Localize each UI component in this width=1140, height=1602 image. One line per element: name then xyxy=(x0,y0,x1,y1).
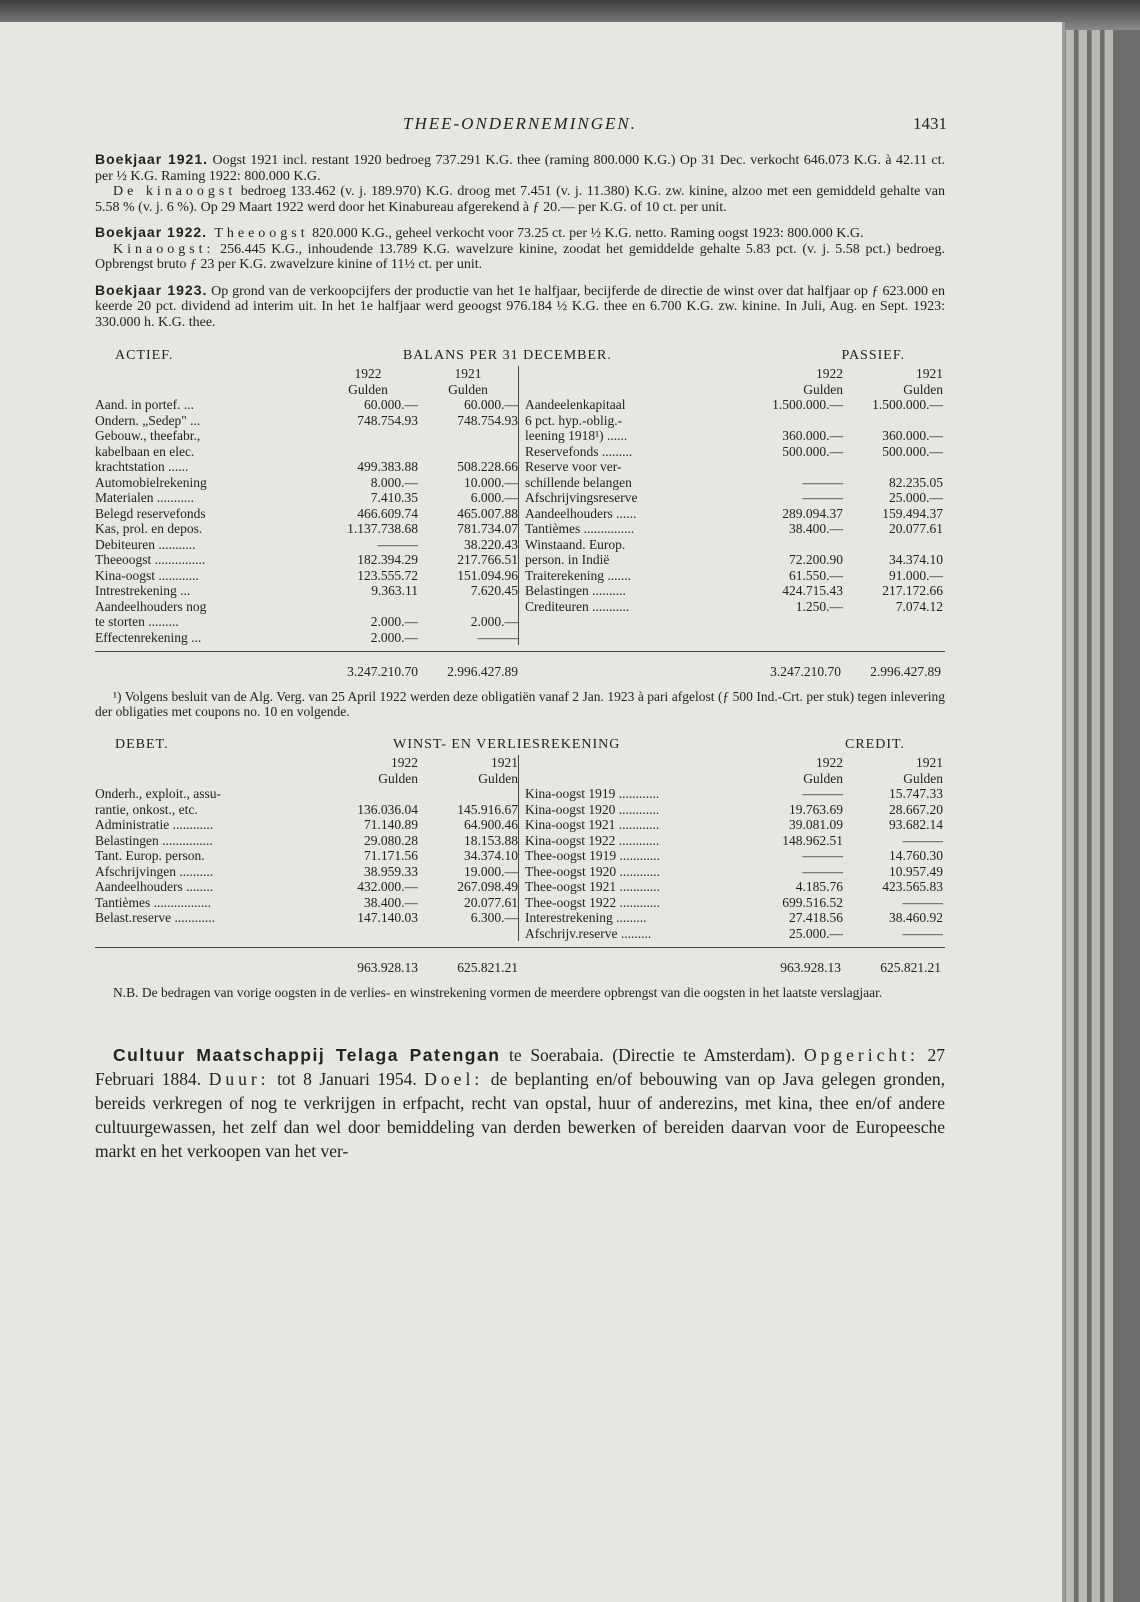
value-1922: 699.516.52 xyxy=(782,894,843,910)
value-1921: 6.300.— xyxy=(470,910,518,925)
value-1922: 148.962.51 xyxy=(782,832,843,848)
debet-row xyxy=(95,802,518,818)
row-label xyxy=(525,755,743,771)
row-label: Thee-oogst 1921 ............ xyxy=(525,879,660,894)
value-1922 xyxy=(743,459,843,475)
actief-row xyxy=(95,614,518,630)
doel-label: Doel: xyxy=(424,1068,484,1089)
actief-row xyxy=(95,583,518,599)
credit-rows xyxy=(525,755,943,941)
row-label: Aandeelhouders ........ xyxy=(95,879,214,894)
value-1921 xyxy=(418,428,518,444)
passief-row xyxy=(525,366,943,382)
value-1922: 424.715.43 xyxy=(782,583,843,598)
value-1922: 71.171.56 xyxy=(364,848,418,863)
credit-heading: CREDIT. xyxy=(844,737,905,752)
value-1921: 1.500.000.— xyxy=(872,397,943,412)
debet-row xyxy=(95,910,518,926)
row-label: Winstaand. Europ. xyxy=(525,536,626,552)
value-1922: 289.094.37 xyxy=(782,505,843,521)
row-label xyxy=(95,771,318,787)
page-stack-edge xyxy=(1078,30,1087,1602)
debet-row xyxy=(95,786,518,802)
winst-total-1921: 625.821.21 xyxy=(880,960,941,975)
balans-total-1921: 2.996.427.89 xyxy=(447,664,518,679)
value-1921: 38.460.92 xyxy=(889,910,943,925)
value-1922 xyxy=(318,786,418,802)
value-1922: 71.140.89 xyxy=(364,817,418,832)
value-1921: 508.228.66 xyxy=(457,459,518,474)
value-1921: 781.734.07 xyxy=(457,521,518,536)
credit-column xyxy=(518,755,943,941)
value-1921: 7.620.45 xyxy=(470,583,518,598)
row-label: Tant. Europ. person. xyxy=(95,848,205,863)
row-label: Effectenrekening ... xyxy=(95,629,202,645)
balans-table xyxy=(95,366,945,645)
winst-title: WINST- EN VERLIESREKENING xyxy=(393,737,621,752)
row-label: Intrestrekening ... xyxy=(95,583,191,598)
passief-row xyxy=(525,568,943,584)
value-1921: 217.172.66 xyxy=(882,583,943,598)
value-1921: 6.000.— xyxy=(470,490,518,505)
value-1922: 72.200.90 xyxy=(789,552,843,567)
balans-title: BALANS PER 31 DECEMBER. xyxy=(402,348,612,363)
passief-row xyxy=(525,506,943,522)
value-1921: 217.766.51 xyxy=(457,552,518,567)
actief-row xyxy=(95,397,518,413)
row-label: schillende belangen xyxy=(525,474,632,490)
value-1921: 19.000.— xyxy=(464,863,518,879)
actief-row xyxy=(95,428,518,444)
value-1921 xyxy=(843,537,943,553)
value-1921 xyxy=(843,413,943,429)
value-1922: 1922 xyxy=(391,755,418,770)
balans-total-1921: 2.996.427.89 xyxy=(870,664,941,679)
value-1922: 1.250.— xyxy=(795,598,843,614)
value-1921: 1921 xyxy=(916,366,943,381)
row-label: Belastingen .......... xyxy=(525,583,626,598)
row-label: Automobielrekening xyxy=(95,474,207,490)
kina-text-1922: 256.445 K.G., inhoudende 13.789 K.G. wavelzure kinine, zoodat het gemiddelde gehalte 5.83 pct. (v. j. 5.58 pct.) bedroeg. Opbrengst bruto ƒ 23 per K.G. zwavelzure kinine of 11½ ct. per unit. xyxy=(95,241,945,272)
value-1922: 4.185.76 xyxy=(795,879,843,894)
passief-row xyxy=(525,475,943,491)
paragraph-1922-kina xyxy=(95,242,945,273)
cultuur-text-2: 27 Februari 1884. xyxy=(95,1044,945,1089)
winst-totals xyxy=(95,947,945,976)
value-1921: 151.094.96 xyxy=(457,567,518,583)
passief-row xyxy=(525,490,943,506)
text-1922: 820.000 K.G., geheel verkocht voor 73.25 ct. per ½ K.G. netto. Raming oogst 1923: 800.000 K.G. xyxy=(308,226,864,241)
debet-rows xyxy=(95,755,518,926)
value-1921: 15.747.33 xyxy=(889,786,943,801)
value-1921: ——— xyxy=(902,832,943,848)
cultuur-text-4: de beplanting en/of bebouwing van op Java gelegen gronden, bereids verkregen of nog te verkrijgen in erfpacht, recht van opstal, huur of anderezins, met kina, thee en/of andere cultuurgewassen, het zelf dan wel door bemiddeling van derden bewerken of bereiden daarvan voor de Europeesche markt en het verkoopen van het ver- xyxy=(95,1068,945,1161)
text-1923: Op grond van de verkoopcijfers der productie van het 1e halfjaar, becijferde de directie de winst over dat halfjaar op ƒ 623.000 en keerde 20 pct. dividend ad interim uit. In het 1e halfjaar werd geoogst 976.184 ½ K.G. thee en 6.700 K.G. zw. kinine. In Juli, Aug. en Sept. 1923: 330.000 h. K.G. thee. xyxy=(95,283,945,330)
row-label: person. in Indië xyxy=(525,552,610,567)
year-1922: 1922 xyxy=(354,366,382,381)
row-label: Kas, prol. en depos. xyxy=(95,521,203,536)
value-1921: 159.494.37 xyxy=(882,505,943,521)
value-1921: 7.074.12 xyxy=(895,598,943,614)
credit-row xyxy=(525,926,943,942)
value-1921: 360.000.— xyxy=(882,428,943,443)
value-1921: Gulden xyxy=(903,381,943,397)
row-label: Aandeelhouders nog xyxy=(95,598,207,614)
value-1922: ——— xyxy=(802,490,843,505)
paragraph-1922 xyxy=(95,225,945,242)
row-label: Thee-oogst 1920 ............ xyxy=(525,863,660,879)
row-label: Crediteuren ........... xyxy=(525,598,630,614)
value-1921: 38.220.43 xyxy=(464,536,518,552)
row-label xyxy=(95,755,318,771)
value-1922 xyxy=(318,599,418,615)
value-1922 xyxy=(743,413,843,429)
row-label: Afschrijvingen .......... xyxy=(95,863,214,879)
value-1922: 1922 xyxy=(816,755,843,770)
footnote: ¹) Volgens besluit van de Alg. Verg. van 25 April 1922 werden deze obligatiën vanaf 2 Jan. 1923 à pari afgelost (ƒ 500 Ind.-Crt. per stuk) tegen inlevering der obligaties met coupons no. 10 en volgende. xyxy=(95,689,945,719)
row-label: Kina-oogst 1922 ............ xyxy=(525,832,660,848)
page-content xyxy=(95,114,945,1163)
value-1921: 34.374.10 xyxy=(889,552,943,567)
row-label: Theeoogst ............... xyxy=(95,552,206,567)
actief-row xyxy=(95,490,518,506)
value-1922: ——— xyxy=(802,848,843,863)
row-label: leening 1918¹) ...... xyxy=(525,428,628,443)
passief-row xyxy=(525,428,943,444)
credit-row xyxy=(525,848,943,864)
actief-column xyxy=(95,366,518,645)
actief-year-row xyxy=(95,366,518,382)
row-label: Traiterekening ....... xyxy=(525,567,631,583)
debet-row xyxy=(95,864,518,880)
passief-rows xyxy=(525,366,943,614)
row-label: Reservefonds ......... xyxy=(525,443,633,459)
value-1921: 20.077.61 xyxy=(464,894,518,910)
company-name: Cultuur Maatschappij Telaga Patengan xyxy=(113,1044,501,1065)
debet-column xyxy=(95,755,518,941)
passief-row xyxy=(525,583,943,599)
value-1922: 39.081.09 xyxy=(789,817,843,832)
year-1921: 1921 xyxy=(454,366,482,381)
page-stack-edge xyxy=(1104,30,1113,1602)
row-label: Aandeelenkapitaal xyxy=(525,397,626,412)
credit-row xyxy=(525,755,943,771)
debet-row xyxy=(95,895,518,911)
actief-row xyxy=(95,552,518,568)
value-1922: Gulden xyxy=(803,381,843,397)
actief-row xyxy=(95,537,518,553)
debet-row xyxy=(95,817,518,833)
winst-heading xyxy=(95,737,945,753)
value-1921: Gulden xyxy=(903,770,943,786)
value-1922: 25.000.— xyxy=(789,925,843,941)
value-1921: 25.000.— xyxy=(889,490,943,505)
row-label: Gebouw., theefabr., xyxy=(95,428,201,443)
row-label: Reserve voor ver- xyxy=(525,459,622,474)
winst-total-1922: 963.928.13 xyxy=(780,960,841,975)
value-1922 xyxy=(318,428,418,444)
credit-row xyxy=(525,802,943,818)
value-1921: 20.077.61 xyxy=(889,521,943,536)
paragraph-1923 xyxy=(95,283,945,331)
winst-table xyxy=(95,755,945,941)
value-1922: ——— xyxy=(802,863,843,879)
value-1922: 19.763.69 xyxy=(789,801,843,817)
value-1921: 10.000.— xyxy=(464,474,518,490)
credit-row xyxy=(525,910,943,926)
value-1922: 360.000.— xyxy=(782,428,843,443)
row-label: Belastingen ............... xyxy=(95,832,213,848)
value-1922: 499.383.88 xyxy=(357,459,418,474)
value-1921: 91.000.— xyxy=(889,567,943,583)
opgericht-label: Opgericht: xyxy=(803,1044,919,1065)
theeoogst-label: Theeoogst xyxy=(207,226,309,241)
page-stack-edge xyxy=(1091,30,1100,1602)
passief-row xyxy=(525,521,943,537)
debet-heading: DEBET. xyxy=(115,737,169,752)
value-1922: 7.410.35 xyxy=(370,490,418,505)
actief-rows xyxy=(95,397,518,645)
value-1922: 38.400.— xyxy=(789,521,843,536)
cultuur-text-3: tot 8 Januari 1954. xyxy=(269,1068,425,1089)
value-1921: 64.900.46 xyxy=(464,817,518,832)
passief-heading: PASSIEF. xyxy=(841,348,905,363)
value-1921: 465.007.88 xyxy=(457,505,518,521)
page-stack-edge xyxy=(1065,30,1074,1602)
value-1922: 123.555.72 xyxy=(357,567,418,583)
lead-1923: Boekjaar 1923. xyxy=(95,281,208,298)
value-1921: ——— xyxy=(902,894,943,910)
value-1922: 1.137.738.68 xyxy=(347,521,418,536)
value-1921: ——— xyxy=(902,925,943,941)
page-number: 1431 xyxy=(913,114,947,133)
actief-row xyxy=(95,413,518,429)
row-label: Aandeelhouders ...... xyxy=(525,505,637,521)
row-label: Tantièmes ................. xyxy=(95,894,212,910)
kina-text-1921: bedroeg 133.462 (v. j. 189.970) K.G. droog met 7.451 (v. j. 11.380) K.G. zw. kinine, alzoo met een gemiddeld gehalte van 5.58 % (v. j. 6 %). Op 29 Maart 1922 werd door het Kinabureau afgerekend à ƒ 20.— per K.G. of 10 ct. per unit. xyxy=(95,184,946,215)
value-1922: 1.500.000.— xyxy=(772,397,843,412)
debet-row xyxy=(95,771,518,787)
value-1921 xyxy=(418,786,518,802)
text-1921: Oogst 1921 incl. restant 1920 bedroeg 737.291 K.G. thee (raming 800.000 K.G.) Op 31 Dec. verkocht 646.073 K.G. à 42.11 ct. per ½ K.G. Raming 1922: 800.000 K.G. xyxy=(95,153,945,184)
lead-1921: Boekjaar 1921. xyxy=(95,151,209,167)
lead-1922: Boekjaar 1922. xyxy=(95,224,208,240)
value-1921: 10.957.49 xyxy=(889,863,943,879)
row-label: rantie, onkost., etc. xyxy=(95,801,198,817)
value-1922: Gulden xyxy=(378,770,418,786)
passief-column xyxy=(518,366,943,645)
debet-row xyxy=(95,833,518,849)
value-1922: 27.418.56 xyxy=(789,910,843,925)
page-header xyxy=(95,114,945,142)
row-label: Materialen ........... xyxy=(95,490,194,505)
row-label: Onderh., exploit., assu- xyxy=(95,786,221,801)
value-1922: 147.140.03 xyxy=(357,910,418,925)
value-1922: 432.000.— xyxy=(357,879,418,894)
balans-totals xyxy=(95,651,945,680)
value-1921: 500.000.— xyxy=(882,443,943,459)
row-label: Kina-oogst 1920 ............ xyxy=(525,801,660,817)
passief-row xyxy=(525,382,943,398)
value-1922 xyxy=(318,444,418,460)
debet-row xyxy=(95,755,518,771)
actief-row xyxy=(95,599,518,615)
unit-label: Gulden xyxy=(448,381,488,397)
row-label: Administratie ............ xyxy=(95,817,214,832)
row-label xyxy=(525,366,743,382)
actief-row xyxy=(95,521,518,537)
kina-lead-1922: Kinaoogst: xyxy=(113,241,215,257)
kina-lead-1921: De kinaoogst xyxy=(113,184,237,199)
credit-row xyxy=(525,879,943,895)
row-label: kabelbaan en elec. xyxy=(95,443,195,459)
row-label: Ondern. „Sedep" ... xyxy=(95,412,201,428)
row-label: Thee-oogst 1922 ............ xyxy=(525,894,660,910)
value-1921: 1921 xyxy=(916,755,943,770)
value-1922: 2.000.— xyxy=(370,614,418,629)
value-1921: 60.000.— xyxy=(464,397,518,412)
value-1921: 1921 xyxy=(491,755,518,770)
value-1922: 2.000.— xyxy=(370,629,418,645)
credit-row xyxy=(525,864,943,880)
actief-row xyxy=(95,506,518,522)
nb-note: N.B. De bedragen van vorige oogsten in de verlies- en winstrekening vormen de meerdere opbrengst van die oogsten in het laatste verslagjaar. xyxy=(113,985,883,1000)
value-1922: 60.000.— xyxy=(364,397,418,412)
duur-label: Duur: xyxy=(208,1068,270,1089)
paragraph-1921-kina xyxy=(95,184,945,215)
paragraph-1921 xyxy=(95,152,945,184)
row-label: Interestrekening ......... xyxy=(525,910,647,925)
row-label: Afschrijv.reserve ......... xyxy=(525,925,652,941)
row-label xyxy=(525,382,743,398)
value-1921: 82.235.05 xyxy=(889,474,943,490)
row-label: Belegd reservefonds xyxy=(95,505,206,521)
value-1922: 182.394.29 xyxy=(357,552,418,567)
passief-row xyxy=(525,444,943,460)
value-1922: ——— xyxy=(802,786,843,801)
value-1922: 61.550.— xyxy=(789,567,843,583)
running-title: THEE-ONDERNEMINGEN. xyxy=(403,114,637,133)
value-1921: 267.098.49 xyxy=(457,879,518,894)
actief-row xyxy=(95,475,518,491)
row-label: Debiteuren ........... xyxy=(95,536,196,552)
row-label: Kina-oogst 1921 ............ xyxy=(525,817,660,832)
actief-row xyxy=(95,568,518,584)
credit-row xyxy=(525,786,943,802)
actief-row xyxy=(95,459,518,475)
value-1922: 8.000.— xyxy=(370,474,418,490)
passief-row xyxy=(525,397,943,413)
value-1922: 136.036.04 xyxy=(357,801,418,817)
debet-row xyxy=(95,848,518,864)
passief-row xyxy=(525,552,943,568)
value-1921: 423.565.83 xyxy=(882,879,943,894)
value-1921: 2.000.— xyxy=(470,614,518,629)
passief-row xyxy=(525,599,943,615)
row-label: Kina-oogst ............ xyxy=(95,567,199,583)
value-1921: 93.682.14 xyxy=(889,817,943,832)
row-label: 6 pct. hyp.-oblig.- xyxy=(525,412,623,428)
unit-label: Gulden xyxy=(348,381,388,397)
row-label: Tantièmes ............... xyxy=(525,521,635,536)
actief-row xyxy=(95,630,518,646)
value-1922: 466.609.74 xyxy=(357,505,418,521)
value-1922: ——— xyxy=(377,536,418,552)
row-label: Belast.reserve ............ xyxy=(95,910,215,925)
actief-unit-row xyxy=(95,382,518,398)
row-label xyxy=(525,771,743,787)
row-label: Kina-oogst 1919 ............ xyxy=(525,786,660,801)
value-1921: 34.374.10 xyxy=(464,848,518,863)
passief-row xyxy=(525,413,943,429)
value-1922: Gulden xyxy=(803,770,843,786)
value-1921: ——— xyxy=(477,629,518,645)
credit-row xyxy=(525,833,943,849)
winst-total-1922: 963.928.13 xyxy=(357,960,418,975)
credit-row xyxy=(525,817,943,833)
value-1921: 28.667.20 xyxy=(889,801,943,817)
winst-total-1921: 625.821.21 xyxy=(457,960,518,975)
value-1921: 748.754.93 xyxy=(457,412,518,428)
book-page xyxy=(0,22,1065,1602)
actief-heading: ACTIEF. xyxy=(115,348,174,363)
passief-row xyxy=(525,537,943,553)
credit-row xyxy=(525,895,943,911)
value-1921 xyxy=(843,459,943,475)
balans-heading xyxy=(95,348,945,364)
value-1922: 29.080.28 xyxy=(364,832,418,848)
value-1921 xyxy=(418,444,518,460)
value-1921: 14.760.30 xyxy=(889,848,943,863)
passief-row xyxy=(525,459,943,475)
value-1922: ——— xyxy=(802,474,843,490)
row-label: Thee-oogst 1919 ............ xyxy=(525,848,660,863)
row-label: Aand. in portef. ... xyxy=(95,397,194,412)
value-1922: 748.754.93 xyxy=(357,412,418,428)
value-1922 xyxy=(743,537,843,553)
balans-total-1922: 3.247.210.70 xyxy=(770,664,841,679)
cultuur-paragraph xyxy=(95,1043,945,1163)
row-label: krachtstation ...... xyxy=(95,459,189,474)
value-1922: 1922 xyxy=(816,366,843,381)
value-1922: 38.400.— xyxy=(364,894,418,910)
value-1921 xyxy=(418,599,518,615)
value-1921: 18.153.88 xyxy=(464,832,518,848)
balans-total-1922: 3.247.210.70 xyxy=(347,664,418,679)
credit-row xyxy=(525,771,943,787)
cultuur-text-1: te Soerabaia. (Directie te Amsterdam). xyxy=(500,1044,804,1065)
value-1922: 38.959.33 xyxy=(364,863,418,879)
row-label: te storten ......... xyxy=(95,614,179,629)
value-1921: 145.916.67 xyxy=(457,801,518,817)
actief-row xyxy=(95,444,518,460)
row-label: Afschrijvingsreserve xyxy=(525,490,638,505)
value-1921: Gulden xyxy=(478,770,518,786)
value-1922: 500.000.— xyxy=(782,443,843,459)
debet-row xyxy=(95,879,518,895)
value-1922: 9.363.11 xyxy=(371,583,418,598)
